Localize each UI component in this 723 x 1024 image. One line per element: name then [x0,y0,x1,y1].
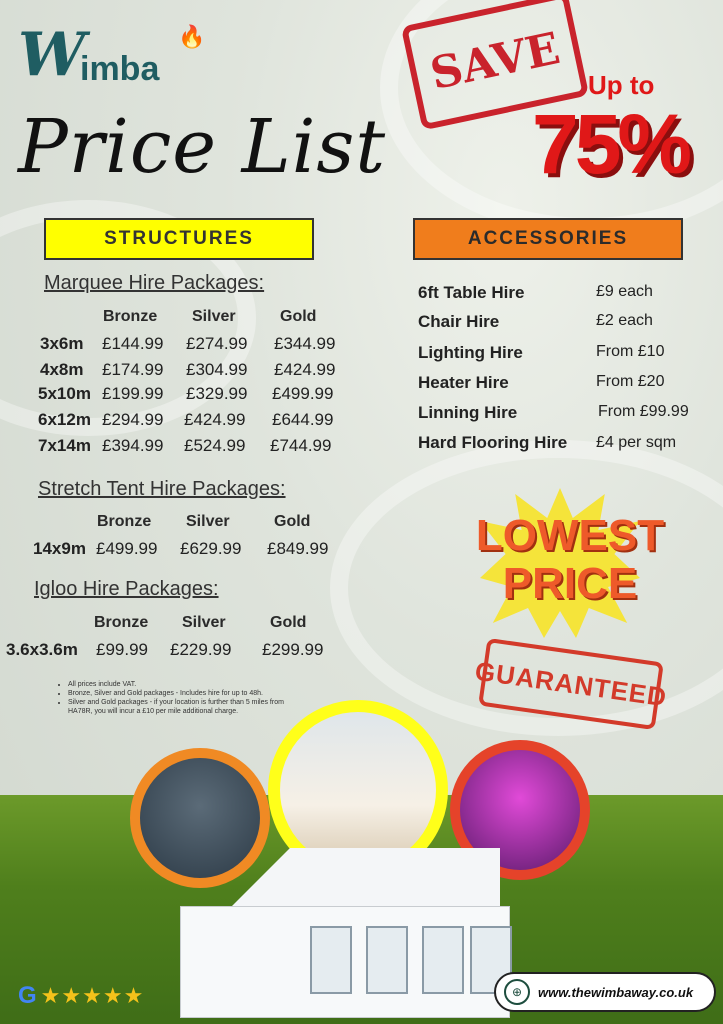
accessory-name: Linning Hire [418,403,518,422]
accessory-name: Heater Hire [418,373,509,392]
lowest-text: LOWEST [475,511,665,560]
flame-icon: 🔥 [178,24,206,49]
price-silver: £524.99 [184,436,246,455]
tier-gold: Gold [270,614,307,631]
price-gold: £849.99 [267,539,329,558]
page-title: Price List [18,104,387,190]
igloo-section-title: Igloo Hire Packages: [34,578,219,600]
price-bronze: £499.99 [96,539,158,558]
tier-silver: Silver [182,614,226,631]
price-gold: £644.99 [272,410,334,429]
tent-window [366,926,408,994]
accessory-name: Lighting Hire [418,343,523,362]
price-gold: £424.99 [274,360,336,379]
price-gold: £744.99 [270,436,332,455]
price-gold: £499.99 [272,384,334,403]
price-bronze: £144.99 [102,334,164,353]
marquee-size: 7x14m [38,436,91,455]
star-rating-icons: ★★★★★ [40,983,145,1008]
tier-gold: Gold [280,308,317,325]
price-bronze: £174.99 [102,360,164,379]
price-text: PRICE [502,559,638,608]
accessory-price: From £20 [596,373,665,390]
accessory-price: From £10 [596,343,665,360]
logo-text: imba [80,50,160,88]
price-gold: £299.99 [262,640,324,659]
price-silver: £629.99 [180,539,242,558]
note-item: • Bronze, Silver and Gold packages - Includes hire for up to 48h. [68,689,308,698]
structures-header: STRUCTURES [44,218,314,260]
price-silver: £274.99 [186,334,248,353]
tier-silver: Silver [186,513,230,530]
accessory-price: £4 per sqm [596,434,677,451]
tier-silver: Silver [192,308,236,325]
marquee-size: 4x8m [40,360,84,379]
price-silver: £424.99 [184,410,246,429]
tent-window [310,926,352,994]
price-silver: £329.99 [186,384,248,403]
website-link[interactable] [494,972,716,1012]
accessories-header: ACCESSORIES [413,218,683,260]
accessory-name: Chair Hire [418,312,500,331]
igloo-size: 3.6x3.6m [6,640,78,659]
website-url: www.thewimbaway.co.uk [538,984,694,1000]
marquee-tent-image [180,848,510,1018]
marquee-size: 5x10m [38,384,91,403]
price-gold: £344.99 [274,334,336,353]
stretch-section-title: Stretch Tent Hire Packages: [38,478,286,500]
save-stamp: SAVE [401,0,589,131]
discount-percent: 75% [532,97,689,191]
marquee-size: 6x12m [38,410,91,429]
tier-gold: Gold [274,513,311,530]
price-bronze: £394.99 [102,436,164,455]
logo-letter: W [18,20,86,90]
tier-bronze: Bronze [103,308,158,325]
guaranteed-stamp: GUARANTEED [478,638,664,730]
tier-bronze: Bronze [97,513,152,530]
price-silver: £304.99 [186,360,248,379]
google-icon: G [18,982,37,1009]
tent-window [422,926,464,994]
price-silver: £229.99 [170,640,232,659]
note-item: • Silver and Gold packages - if your location is further than 5 miles from HA78R, you will incur a £10 per mile additional charge. [68,698,308,716]
up-to-label: Up to [588,70,655,100]
marquee-section-title: Marquee Hire Packages: [44,272,265,294]
lowest-price-badge [460,512,680,608]
marquee-size: 3x6m [40,334,84,353]
globe-icon: ⊕ [504,979,530,1005]
tier-bronze: Bronze [94,614,149,631]
tent-roof [200,848,500,908]
price-bronze: £294.99 [102,410,164,429]
wimba-logo[interactable] [18,20,206,90]
google-rating[interactable] [18,982,144,1010]
accessory-price: £2 each [596,312,653,329]
note-item: • All prices include VAT. [68,680,308,689]
stretch-size: 14x9m [33,539,86,558]
price-bronze: £199.99 [102,384,164,403]
accessory-price: £9 each [596,283,653,300]
price-bronze: £99.99 [96,640,148,659]
terms-notes [58,680,308,716]
accessory-price: From £99.99 [598,403,689,420]
accessory-name: Hard Flooring Hire [418,433,568,452]
accessory-name: 6ft Table Hire [418,283,525,302]
